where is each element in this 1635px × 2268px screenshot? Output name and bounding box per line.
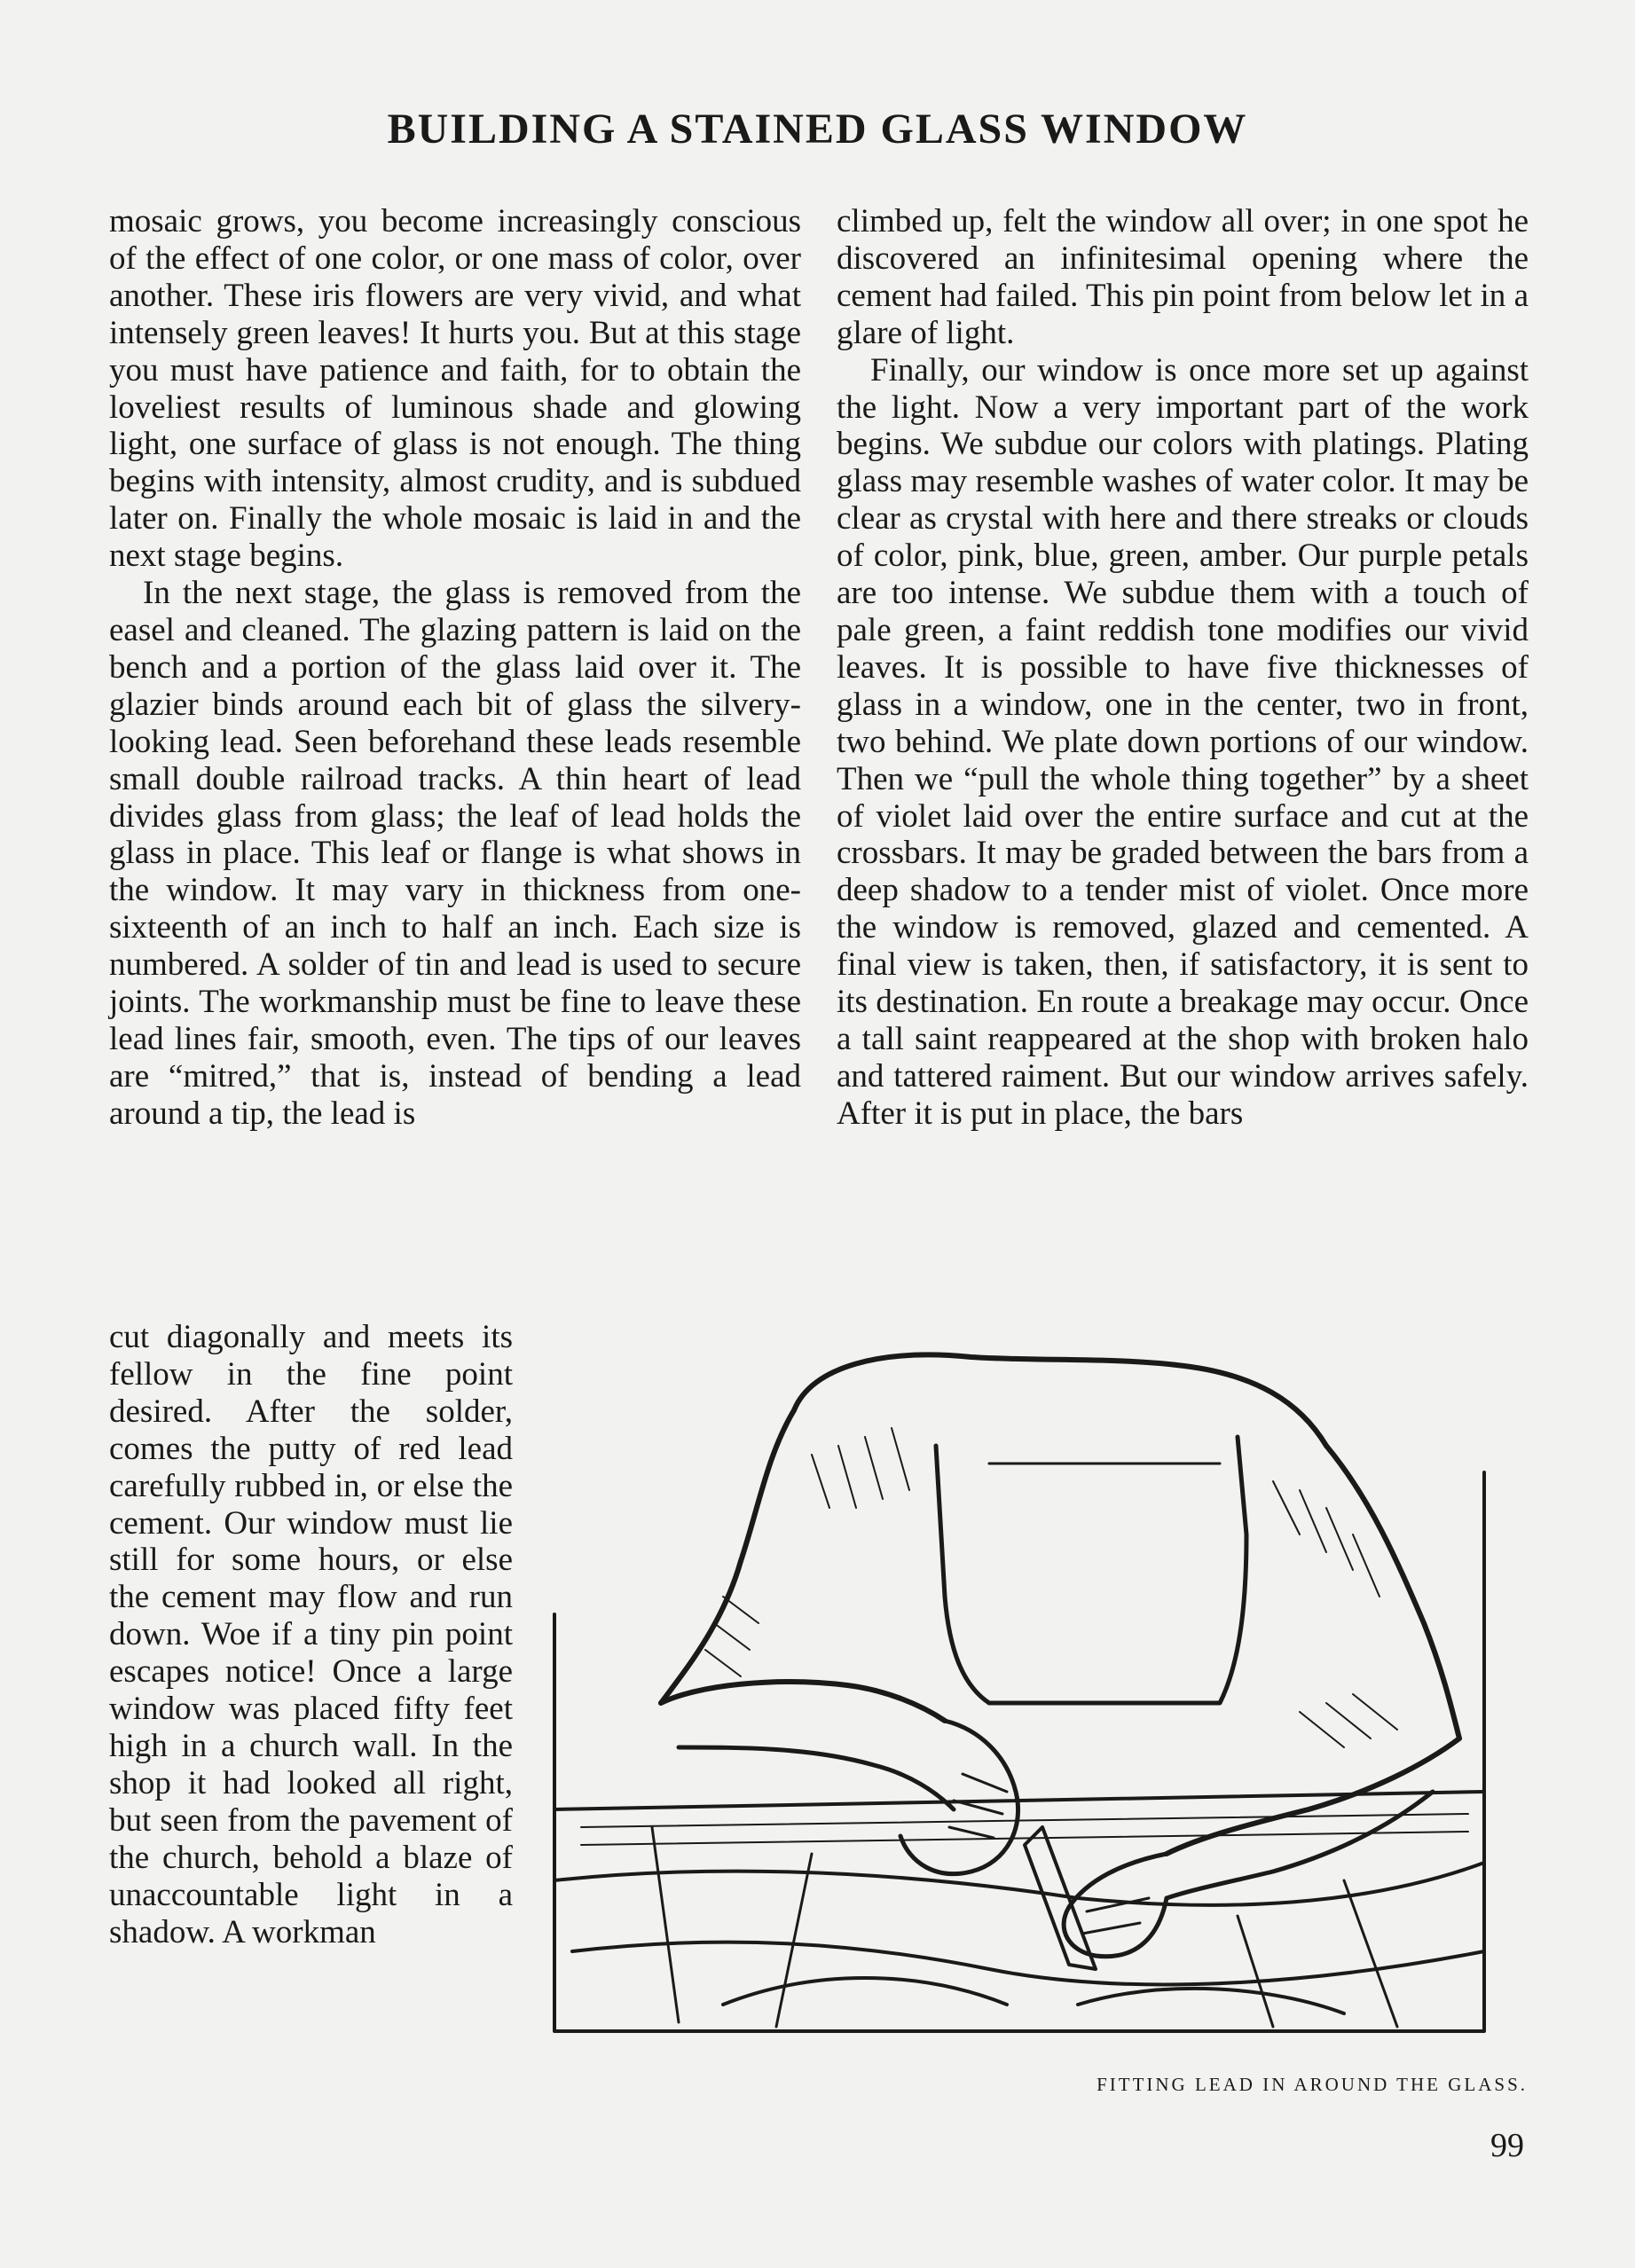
illustration-glazier-hands [546,1330,1504,2040]
right-column [837,203,1529,1133]
page-number: 99 [1490,2127,1524,2164]
paragraph: mosaic grows, you become increasingly conscious of the effect of one color, or one mass of color, over another. These iris flowers are very vivid, and what intensely green leaves! It hurts you. But at this stage you must have patience and faith, for to obtain the loveliest results of luminous shade and glowing light, one surface of glass is not enough. The thing begins with intensity, almost crudity, and is subdued later on. Finally the whole mosaic is laid in and the next stage begins. [109,203,801,575]
left-column-upper [109,203,801,1133]
paragraph: climbed up, felt the window all over; in one spot he discovered an infinitesimal opening where the cement had failed. This pin point from below let in a glare of light. [837,203,1529,351]
left-column-lower [109,1319,513,1950]
page-title: BUILDING A STAINED GLASS WINDOW [387,106,1248,153]
paragraph: cut diagonally and meets its fellow in the fine point desired. After the solder, comes the putty of red lead carefully rubbed in, or else the cement. Our window must lie still for some hours, or else the cement may flow and run down. Woe if a tiny pin point escapes notice! Once a large window was placed fifty feet high in a church wall. In the shop it had looked all right, but seen from the pavement of the church, behold a blaze of unaccountable light in a shadow. A workman [109,1319,513,1950]
figure-caption: FITTING LEAD IN AROUND THE GLASS. [1097,2074,1528,2095]
paragraph: Finally, our window is once more set up against the light. Now a very important part of the work begins. We subdue our colors with platings. Plating glass may resemble washes of water color. It may be clear as crystal with here and there streaks or clouds of color, pink, blue, green, amber. Our purple petals are too intense. We subdue them with a touch of pale green, a faint reddish tone modifies our vivid leaves. It is possible to have five thicknesses of glass in a window, one in the center, two in front, two behind. We plate down portions of our window. Then we “pull the whole thing together” by a sheet of violet laid over the entire surface and cut at the crossbars. It may be graded between the bars from a deep shadow to a tender mist of violet. Once more the window is removed, glazed and cemented. A final view is taken, then, if satisfactory, it is sent to its destination. En route a breakage may occur. Once a tall saint reappeared at the shop with broken halo and tattered raiment. But our window arrives safely. After it is put in place, the bars [837,351,1529,1132]
paragraph: In the next stage, the glass is removed from the easel and cleaned. The glazing pattern is laid on the bench and a portion of the glass laid over it. The glazier binds around each bit of glass the silvery-looking lead. Seen beforehand these leads resemble small double railroad tracks. A thin heart of lead divides glass from glass; the leaf of lead holds the glass in place. This leaf or flange is what shows in the window. It may vary in thickness from one-sixteenth of an inch to half an inch. Each size is numbered. A solder of tin and lead is used to secure joints. The workmanship must be fine to leave these lead lines fair, smooth, even. The tips of our leaves are “mitred,” that is, instead of bending a lead around a tip, the lead is [109,575,801,1132]
